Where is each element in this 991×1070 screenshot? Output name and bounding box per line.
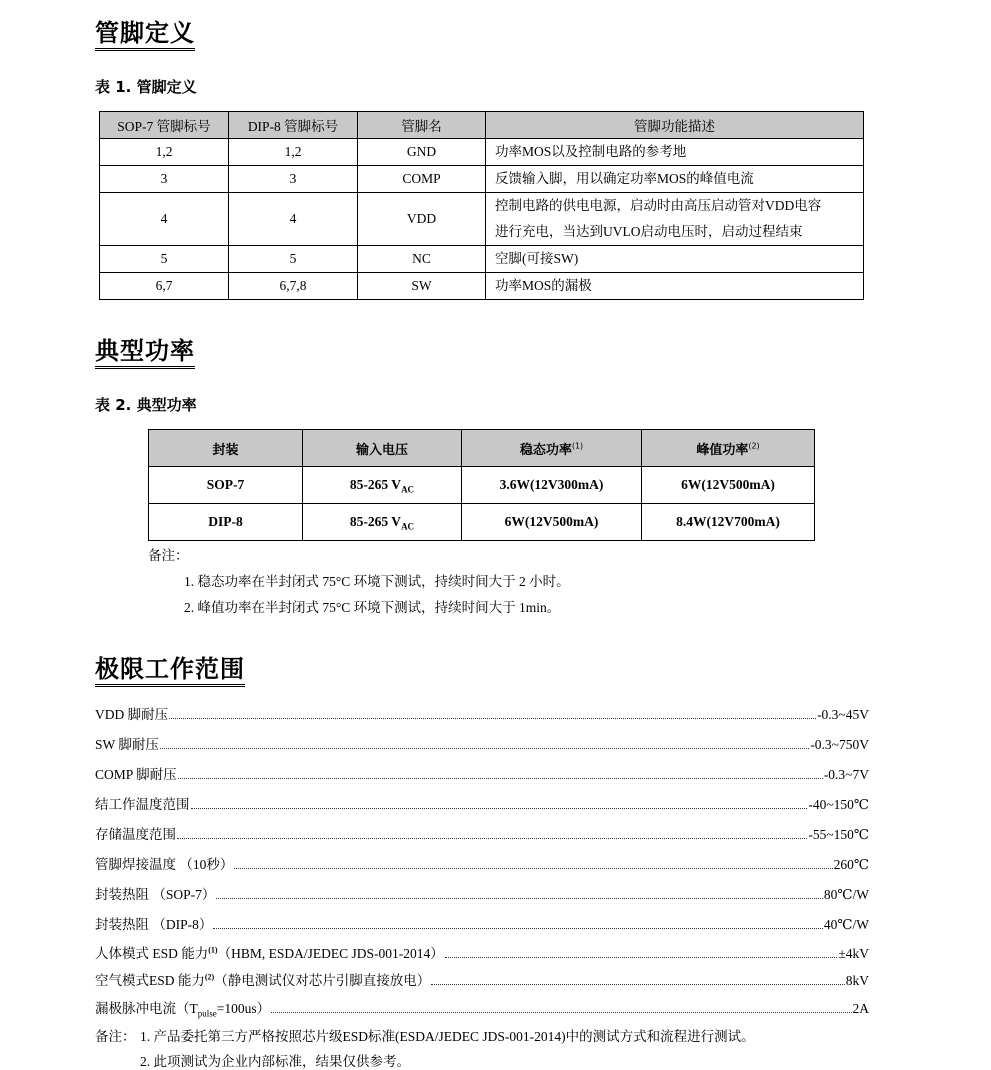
table-row bbox=[149, 467, 815, 504]
rating-label: VDD 脚耐压 bbox=[95, 707, 169, 722]
voltage-text: 85-265 V bbox=[349, 514, 402, 529]
cell-sop7: 5 bbox=[100, 246, 229, 273]
cell-input-voltage bbox=[303, 504, 462, 541]
dot-leader bbox=[431, 973, 845, 985]
description-line: 功率MOS以及控制电路的参考地 bbox=[495, 144, 687, 159]
label-text: 漏极脉冲电流（T bbox=[95, 1001, 198, 1016]
subscript: pulse bbox=[197, 1008, 217, 1019]
label-text: 空气模式ESD 能力 bbox=[95, 973, 205, 988]
cell-package: DIP-8 bbox=[149, 504, 303, 541]
rating-value: 260℃ bbox=[833, 857, 869, 872]
cell-dip8: 3 bbox=[229, 166, 358, 193]
cell-dip8: 1,2 bbox=[229, 139, 358, 166]
rating-label: SW 脚耐压 bbox=[95, 737, 159, 752]
header-text: 峰值功率 bbox=[696, 442, 749, 458]
cell-sop7: 4 bbox=[100, 193, 229, 246]
section-title-text: 极限工作范围 bbox=[95, 655, 245, 683]
section-title-pin-definition bbox=[95, 18, 195, 51]
rating-row bbox=[95, 733, 869, 753]
cell-sop7: 6,7 bbox=[100, 273, 229, 300]
cell-pin-name: GND bbox=[358, 139, 486, 166]
section-title-typical-power bbox=[95, 336, 195, 369]
rating-value: -0.3~45V bbox=[817, 707, 869, 722]
label-text: 人体模式 ESD 能力 bbox=[95, 946, 209, 961]
label-text: =100us） bbox=[216, 1001, 271, 1016]
description-line: 空脚(可接SW) bbox=[495, 251, 579, 266]
header-peak-power bbox=[642, 430, 815, 467]
note-item: 1. 稳态功率在半封闭式 75°C 环境下测试，持续时间大于 2 小时。 bbox=[184, 574, 570, 589]
table-row bbox=[100, 166, 864, 193]
notes-label: 备注： bbox=[148, 548, 189, 563]
cell-dip8: 4 bbox=[229, 193, 358, 246]
cell-pin-name: SW bbox=[358, 273, 486, 300]
table-row bbox=[100, 273, 864, 300]
rating-value: -40~150℃ bbox=[808, 797, 869, 812]
pin-definition-table bbox=[99, 111, 864, 300]
rating-label: 管脚焊接温度 （10秒） bbox=[95, 857, 234, 872]
typical-power-table bbox=[148, 429, 815, 541]
cell-input-voltage bbox=[303, 467, 462, 504]
header-package: 封装 bbox=[149, 430, 303, 467]
section-title-absolute-ratings bbox=[95, 654, 245, 687]
cell-peak-power: 8.4W(12V700mA) bbox=[642, 504, 815, 541]
description-line: 进行充电，当达到UVLO启动电压时，启动过程结束 bbox=[495, 224, 803, 239]
rating-label bbox=[95, 942, 444, 962]
description-line: 功率MOS的漏极 bbox=[495, 278, 592, 293]
table-row bbox=[149, 504, 815, 541]
cell-peak-power: 6W(12V500mA) bbox=[642, 467, 815, 504]
cell-description bbox=[486, 166, 864, 193]
rating-row bbox=[95, 763, 869, 783]
dot-leader bbox=[178, 767, 823, 779]
rating-label bbox=[95, 997, 270, 1017]
label-text: （静电测试仪对芯片引脚直接放电） bbox=[214, 973, 431, 988]
rating-row bbox=[95, 942, 869, 962]
rating-row bbox=[95, 853, 869, 873]
dot-leader bbox=[169, 707, 816, 719]
rating-label: 封装热阻 （DIP-8） bbox=[95, 917, 213, 932]
cell-dip8: 6,7,8 bbox=[229, 273, 358, 300]
header-text: 稳态功率 bbox=[519, 442, 572, 458]
note-item: 2. 峰值功率在半封闭式 75°C 环境下测试，持续时间大于 1min。 bbox=[184, 600, 561, 615]
cell-package: SOP-7 bbox=[149, 467, 303, 504]
header-dip8-pin: DIP-8 管脚标号 bbox=[229, 112, 358, 139]
table-caption-typical-power: 表 2. 典型功率 bbox=[95, 396, 197, 414]
table-row bbox=[100, 193, 864, 246]
rating-row bbox=[95, 823, 869, 843]
table-caption-pin-definition: 表 1. 管脚定义 bbox=[95, 78, 197, 96]
rating-row bbox=[95, 883, 869, 903]
rating-value: ±4kV bbox=[838, 946, 869, 961]
section-title-text: 管脚定义 bbox=[95, 19, 195, 47]
rating-label: 存储温度范围 bbox=[95, 827, 176, 842]
dot-leader bbox=[191, 797, 808, 809]
rating-value: -0.3~750V bbox=[810, 737, 869, 752]
cell-description bbox=[486, 273, 864, 300]
rating-row bbox=[95, 793, 869, 813]
header-sop7-pin: SOP-7 管脚标号 bbox=[100, 112, 229, 139]
voltage-text: 85-265 V bbox=[349, 477, 402, 492]
voltage-subscript: AC bbox=[401, 521, 415, 532]
rating-value: -0.3~7V bbox=[823, 767, 869, 782]
header-pin-function: 管脚功能描述 bbox=[486, 112, 864, 139]
rating-value: 8kV bbox=[845, 973, 869, 988]
cell-sop7: 3 bbox=[100, 166, 229, 193]
rating-row bbox=[95, 969, 869, 989]
cell-description bbox=[486, 139, 864, 166]
rating-value: 40℃/W bbox=[823, 917, 869, 932]
label-text: （HBM, ESDA/JEDEC JDS-001-2014） bbox=[217, 946, 444, 961]
cell-sop7: 1,2 bbox=[100, 139, 229, 166]
header-pin-name: 管脚名 bbox=[358, 112, 486, 139]
dot-leader bbox=[445, 946, 838, 958]
header-steady-power bbox=[462, 430, 642, 467]
footnote-ref: (2) bbox=[204, 972, 215, 982]
note-item: 2. 此项测试为企业内部标准，结果仅供参考。 bbox=[140, 1054, 410, 1069]
cell-pin-name: VDD bbox=[358, 193, 486, 246]
rating-label: COMP 脚耐压 bbox=[95, 767, 177, 782]
footnote-ref: (1) bbox=[571, 441, 584, 451]
dot-leader bbox=[234, 857, 832, 869]
dot-leader bbox=[216, 887, 823, 899]
table-header-row bbox=[149, 430, 815, 467]
rating-label bbox=[95, 969, 430, 989]
footnote-ref: (1) bbox=[208, 945, 218, 955]
cell-pin-name: COMP bbox=[358, 166, 486, 193]
rating-label: 结工作温度范围 bbox=[95, 797, 190, 812]
voltage-subscript: AC bbox=[401, 484, 415, 495]
cell-steady-power: 6W(12V500mA) bbox=[462, 504, 642, 541]
rating-value: -55~150℃ bbox=[808, 827, 869, 842]
description-line: 反馈输入脚，用以确定功率MOS的峰值电流 bbox=[495, 171, 754, 186]
notes-label: 备注： bbox=[95, 1029, 136, 1044]
header-input-voltage: 输入电压 bbox=[303, 430, 462, 467]
dot-leader bbox=[177, 827, 807, 839]
rating-row bbox=[95, 703, 869, 723]
table-row bbox=[100, 246, 864, 273]
cell-description bbox=[486, 193, 864, 246]
note-item: 1. 产品委托第三方严格按照芯片级ESD标准(ESDA/JEDEC JDS-001-2014)中的测试方式和流程进行测试。 bbox=[140, 1029, 755, 1044]
table-header-row bbox=[100, 112, 864, 139]
dot-leader bbox=[160, 737, 809, 749]
cell-steady-power: 3.6W(12V300mA) bbox=[462, 467, 642, 504]
table-row bbox=[100, 139, 864, 166]
rating-value: 80℃/W bbox=[823, 887, 869, 902]
dot-leader bbox=[271, 1001, 851, 1013]
rating-row bbox=[95, 913, 869, 933]
footnote-ref: (2) bbox=[748, 441, 760, 451]
description-line: 控制电路的供电电源，启动时由高压启动管对VDD电容 bbox=[495, 198, 822, 213]
section-title-text: 典型功率 bbox=[95, 337, 195, 365]
rating-value: 2A bbox=[852, 1001, 869, 1016]
cell-dip8: 5 bbox=[229, 246, 358, 273]
dot-leader bbox=[213, 917, 823, 929]
rating-row bbox=[95, 997, 869, 1017]
rating-label: 封装热阻 （SOP-7） bbox=[95, 887, 216, 902]
cell-pin-name: NC bbox=[358, 246, 486, 273]
cell-description bbox=[486, 246, 864, 273]
